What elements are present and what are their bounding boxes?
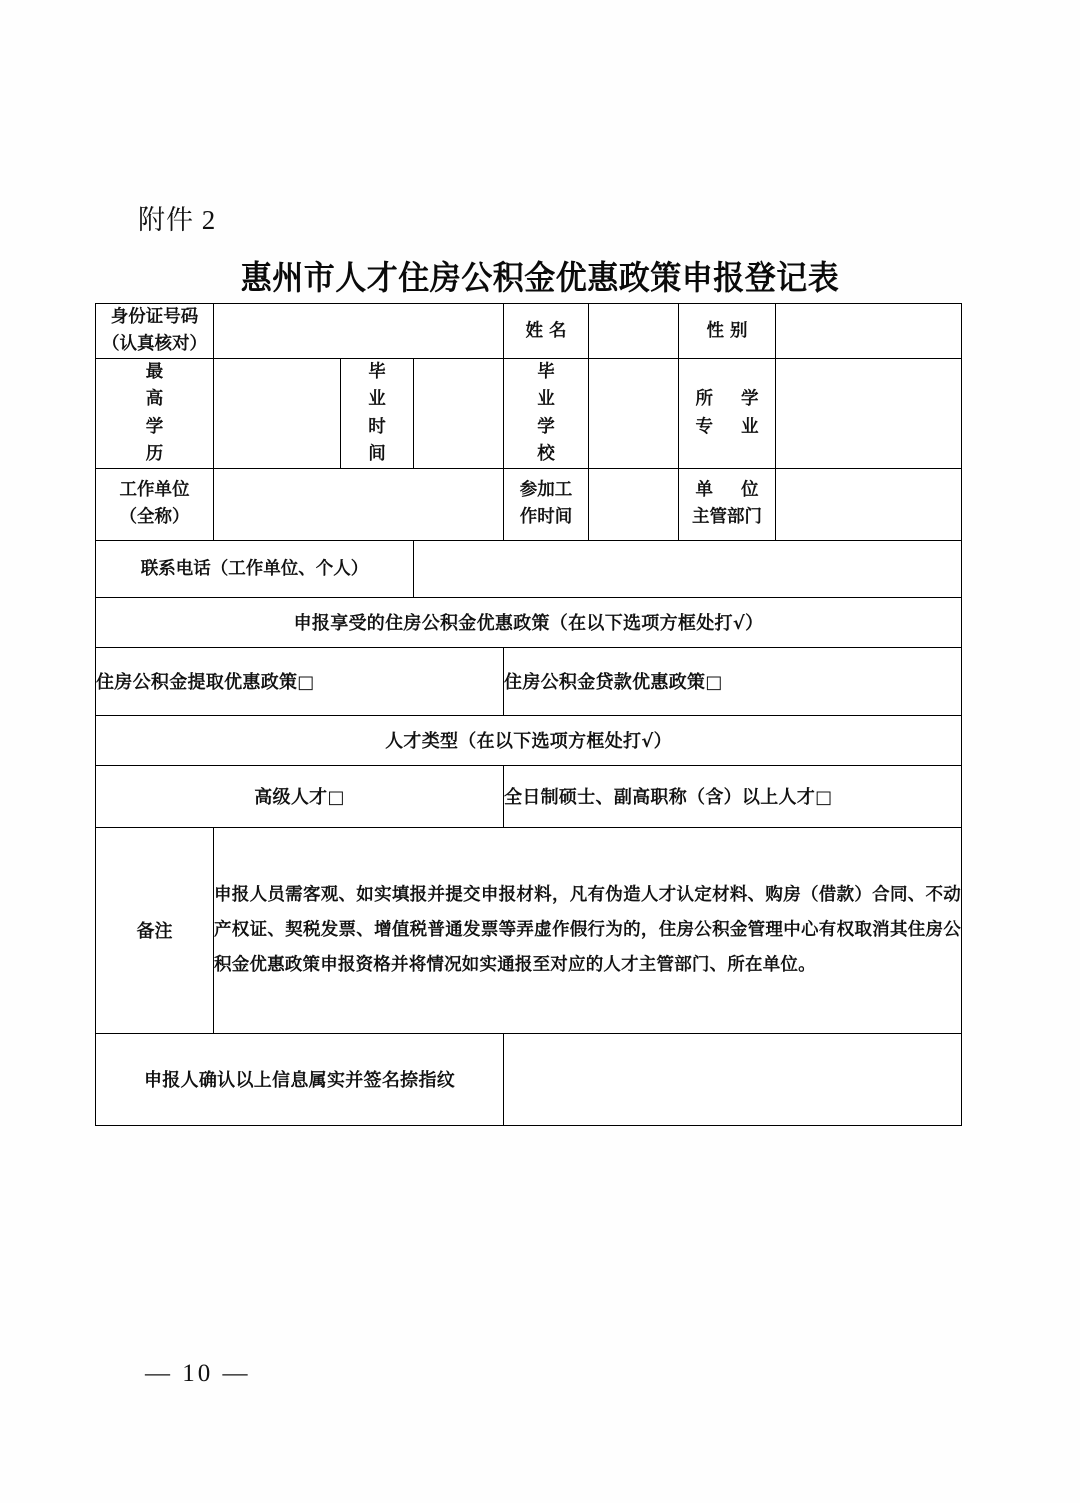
graduation-school-label: [504, 359, 589, 469]
graduation-school-label-line2: 学 校: [537, 416, 566, 464]
major-field[interactable]: [776, 359, 962, 469]
supervising-dept-label-line2: 主管部门: [692, 507, 763, 528]
page-title: 惠州市人才住房公积金优惠政策申报登记表: [240, 259, 840, 298]
gender-label: 性 别: [679, 304, 776, 359]
graduation-time-label-line1: 毕 业: [368, 362, 397, 410]
table-row-identity: [96, 304, 962, 359]
gender-field[interactable]: [776, 304, 962, 359]
page-number: — 10 —: [145, 1360, 251, 1387]
work-start-time-label-line2: 作时间: [519, 507, 573, 528]
registration-form-table: [95, 303, 962, 1126]
highest-degree-label: [96, 359, 214, 469]
remarks-text: 申报人员需客观、如实填报并提交申报材料，凡有伪造人才认定材料、购房（借款）合同、不动产权证、契税发票、增值税普通发票等弄虚作假行为的，住房公积金管理中心有权取消其住房公积金优惠政策申报资格并将情况如实通报至对应的人才主管部门、所在单位。: [214, 827, 962, 1033]
attachment-label: 附件 2: [138, 205, 217, 235]
id-number-label-line1: 身份证号码: [110, 307, 199, 327]
graduation-time-label: [341, 359, 414, 469]
work-start-time-label-line1: 参加工: [519, 480, 573, 501]
supervising-dept-label-line1: 单 位: [695, 480, 770, 501]
table-row-policy-options: [96, 647, 962, 715]
major-label-line1: 所 学: [695, 389, 770, 410]
policy-section-banner: 申报享受的住房公积金优惠政策（在以下选项方框处打√）: [96, 597, 962, 647]
graduation-time-label-line2: 时 间: [368, 416, 397, 464]
table-row-employment: [96, 468, 962, 540]
graduation-time-field[interactable]: [414, 359, 504, 469]
id-number-label: [96, 304, 214, 359]
employer-label: [96, 468, 214, 540]
talent-type-banner: 人才类型（在以下选项方框处打√）: [96, 715, 962, 765]
table-row-signature: [96, 1033, 962, 1125]
supervising-dept-field[interactable]: [776, 468, 962, 540]
major-label: [679, 359, 776, 469]
employer-label-line1: 工作单位: [119, 480, 190, 501]
policy-option-withdrawal-checkbox[interactable]: 住房公积金提取优惠政策□: [96, 647, 504, 715]
major-label-line2: 专 业: [695, 416, 770, 437]
highest-degree-field[interactable]: [214, 359, 341, 469]
table-row-remarks: [96, 827, 962, 1033]
highest-degree-label-line2: 学 历: [145, 416, 186, 464]
policy-option-loan-checkbox[interactable]: 住房公积金贷款优惠政策□: [504, 647, 962, 715]
employer-field[interactable]: [214, 468, 504, 540]
signature-field[interactable]: [504, 1033, 962, 1125]
contact-phone-label: 联系电话（工作单位、个人）: [96, 540, 414, 597]
graduation-school-field[interactable]: [589, 359, 679, 469]
work-start-time-field[interactable]: [589, 468, 679, 540]
table-row-talent-options: [96, 765, 962, 827]
talent-option-master-checkbox[interactable]: 全日制硕士、副高职称（含）以上人才□: [504, 765, 962, 827]
supervising-dept-label: [679, 468, 776, 540]
name-field[interactable]: [589, 304, 679, 359]
talent-option-senior-checkbox[interactable]: 高级人才□: [96, 765, 504, 827]
id-number-label-line2: （认真核对）: [102, 334, 207, 355]
name-label: 姓 名: [504, 304, 589, 359]
highest-degree-label-line1: 最 高: [145, 362, 186, 410]
table-row-contact: [96, 540, 962, 597]
work-start-time-label: [504, 468, 589, 540]
employer-label-line2: （全称）: [119, 507, 190, 528]
id-number-field[interactable]: [214, 304, 504, 359]
graduation-school-label-line1: 毕 业: [537, 362, 566, 410]
table-row-policy-banner: [96, 597, 962, 647]
contact-phone-field[interactable]: [414, 540, 962, 597]
table-row-education: [96, 359, 962, 469]
signature-confirmation-label: 申报人确认以上信息属实并签名捺指纹: [96, 1033, 504, 1125]
remarks-label: 备注: [96, 827, 214, 1033]
table-row-talent-banner: [96, 715, 962, 765]
